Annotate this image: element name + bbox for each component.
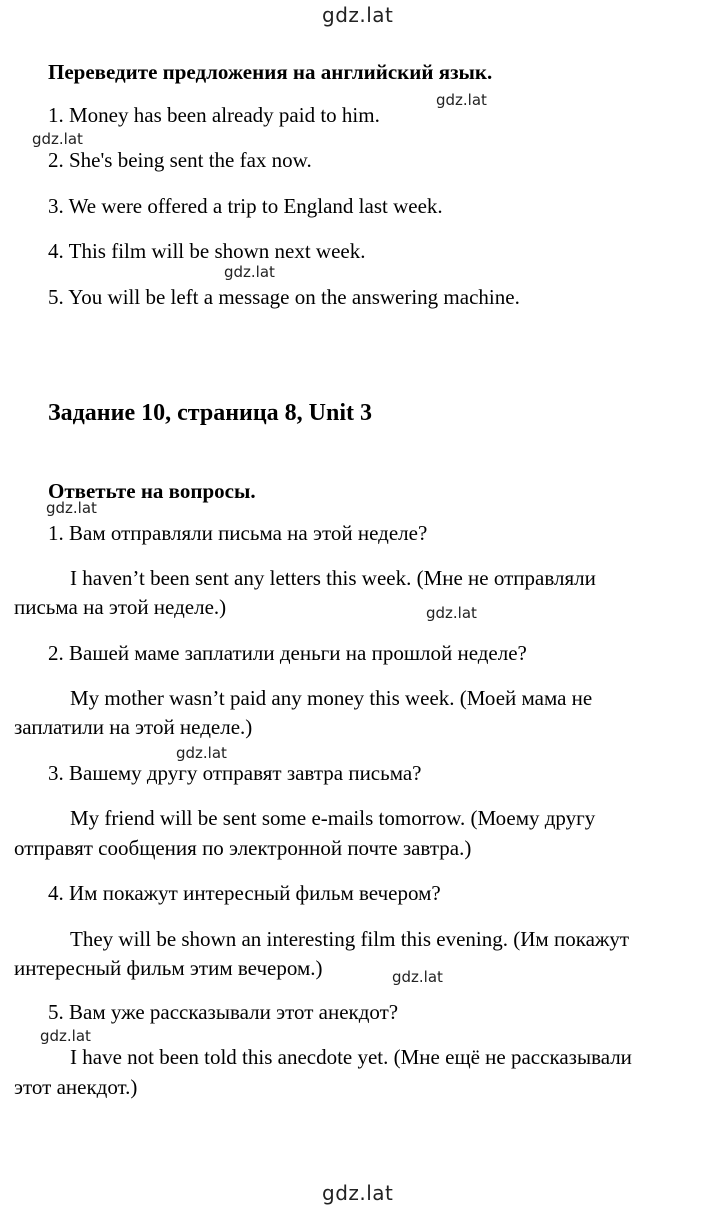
watermark: gdz.lat: [436, 91, 487, 109]
question: 3. Вашему другу отправят завтра письма?: [48, 761, 422, 785]
question: 2. Вашей маме заплатили деньги на прошлой неделе?: [48, 641, 527, 665]
answer-line: My friend will be sent some e-mails tomorrow. (Моему другу: [70, 806, 596, 830]
sentence-item: 1. Money has been already paid to him.: [48, 103, 380, 127]
question: 5. Вам уже рассказывали этот анекдот?: [48, 1000, 399, 1024]
sentence-item: 2. She's being sent the fax now.: [48, 148, 312, 172]
watermark: gdz.lat: [46, 499, 97, 517]
answer-line: интересный фильм этим вечером.): [14, 956, 323, 980]
answer-line: заплатили на этой неделе.): [14, 715, 253, 739]
answer-line: этот анекдот.): [14, 1075, 138, 1099]
question: 1. Вам отправляли письма на этой неделе?: [48, 521, 428, 545]
section1-instruction: Переведите предложения на английский язык.: [48, 60, 493, 84]
answer-line: отправят сообщения по электронной почте завтра.): [14, 836, 472, 860]
answer-line: I haven’t been sent any letters this week. (Мне не отправляли: [70, 566, 596, 590]
question: 4. Им покажут интересный фильм вечером?: [48, 881, 441, 905]
sentence-item: 3. We were offered a trip to England last week.: [48, 194, 443, 218]
watermark-bottom: gdz.lat: [322, 1181, 394, 1205]
answer-line: My mother wasn’t paid any money this week. (Моей мама не: [70, 686, 593, 710]
sentence-item: 5. You will be left a message on the answering machine.: [48, 285, 520, 309]
section2-instruction: Ответьте на вопросы.: [48, 479, 256, 503]
watermark: gdz.lat: [224, 263, 275, 281]
watermark-top: gdz.lat: [322, 3, 394, 27]
sentence-item: 4. This film will be shown next week.: [48, 239, 366, 263]
watermark: gdz.lat: [32, 130, 83, 148]
answer-line: I have not been told this anecdote yet. (Мне ещё не рассказывали: [70, 1045, 632, 1069]
answer-line: They will be shown an interesting film this evening. (Им покажут: [70, 927, 630, 951]
watermark: gdz.lat: [176, 744, 227, 762]
answer-line: письма на этой неделе.): [14, 595, 227, 619]
task-title: Задание 10, страница 8, Unit 3: [48, 400, 373, 426]
watermark: gdz.lat: [426, 604, 477, 622]
watermark: gdz.lat: [40, 1027, 91, 1045]
watermark: gdz.lat: [392, 968, 443, 986]
